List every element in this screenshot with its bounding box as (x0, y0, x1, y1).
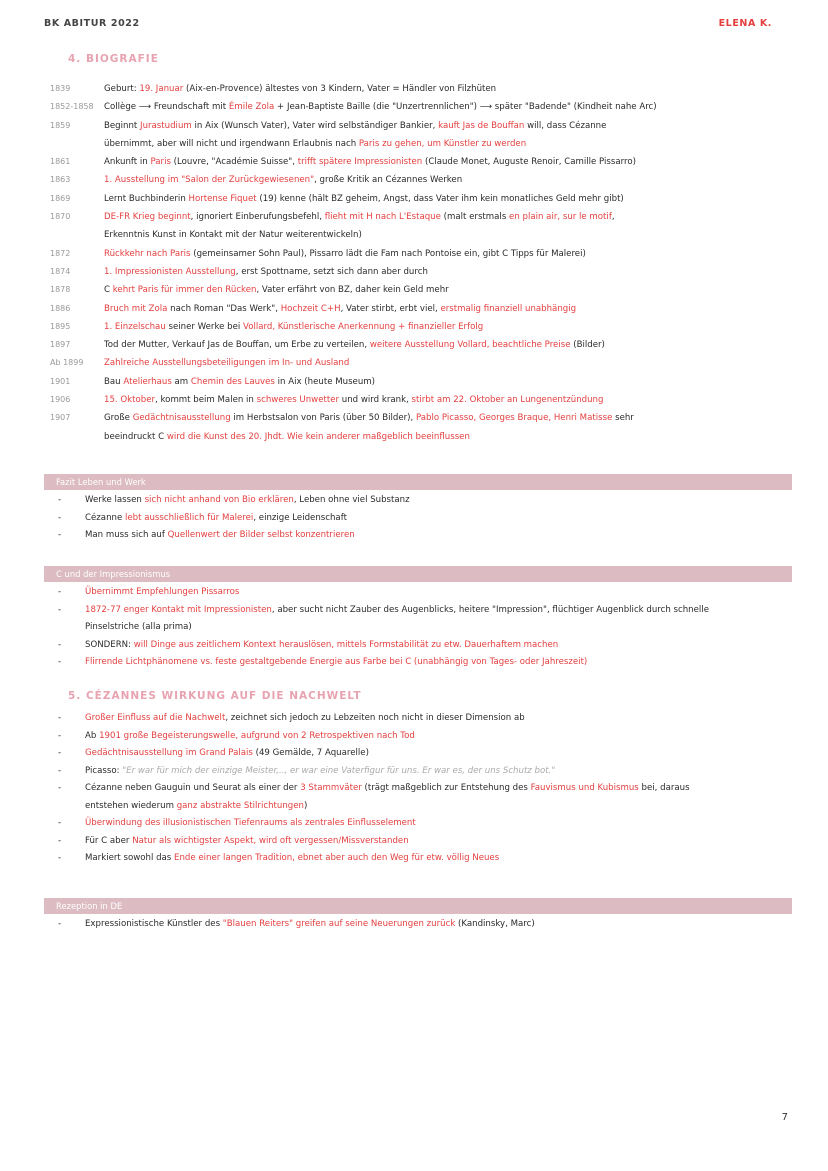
list-item-text (85, 619, 778, 637)
bullet-dash: - (58, 530, 62, 540)
timeline-row (50, 117, 770, 135)
text-segment: , aber sucht nicht Zauber des Augenblicks, heitere "Impression", flüchtiger Augenblick durch schnelle (271, 604, 709, 615)
timeline-row (50, 98, 770, 116)
text-segment: Geburt: (104, 84, 140, 94)
section-4-title: 4. BIOGRAFIE (68, 53, 159, 65)
timeline-year: 1906 (50, 395, 71, 405)
text-segment: Picasso: (85, 765, 123, 776)
highlight-text: kauft Jas de Bouffan (438, 120, 525, 131)
highlight-text: Zahlreiche Ausstellungsbeteiligungen im In- und Ausland (104, 358, 350, 369)
list-item (58, 833, 778, 851)
highlight-text: 1. Einzelschau (104, 321, 166, 332)
highlight-text: Bruch mit Zola (104, 303, 168, 314)
timeline-text (104, 300, 770, 318)
timeline-text (104, 208, 770, 226)
text-segment: , Vater stirbt, erbt viel, (340, 303, 441, 314)
highlight-text: weitere Ausstellung Vollard, beachtliche Preise (369, 340, 571, 351)
text-segment: , einzige Leidenschaft (253, 512, 347, 523)
list-item-text (85, 745, 778, 763)
list-item-text (85, 916, 778, 934)
text-segment: in Aix (heute Museum) (274, 376, 376, 387)
timeline-row (50, 391, 770, 409)
text-segment: Große (104, 413, 133, 424)
timeline-year: 1839 (50, 84, 71, 93)
text-segment: Cézanne (85, 512, 125, 523)
list-item-text (85, 527, 778, 545)
text-segment: (Bilder) (570, 340, 605, 351)
list-item (58, 637, 778, 655)
page-number: 7 (781, 1112, 788, 1123)
bullet-dash: - (58, 713, 62, 723)
highlight-text: Vollard, Künstlerische Anerkennung + finanzieller Erfolg (243, 321, 484, 332)
text-segment: (malt erstmals (440, 212, 510, 223)
bullet-dash: - (58, 657, 62, 667)
bullet-dash: - (58, 587, 62, 597)
list-item-text (85, 798, 778, 816)
timeline-row (50, 409, 770, 427)
text-segment: , erst Spottname, setzt sich dann aber durch (235, 266, 428, 277)
bullet-dash: - (58, 783, 62, 793)
list-item (58, 728, 778, 746)
timeline-year: 1901 (50, 376, 71, 386)
text-segment: seiner Werke bei (165, 321, 243, 332)
timeline-year: 1897 (50, 340, 71, 350)
list-item-text (85, 728, 778, 746)
bullet-dash (58, 619, 85, 637)
timeline-text (104, 428, 770, 446)
text-segment: nach Roman "Das Werk", (167, 303, 281, 314)
timeline-row (50, 80, 770, 98)
text-segment: (49 Gemälde, 7 Aquarelle) (252, 748, 369, 758)
timeline-row (50, 171, 770, 189)
text-segment: Ab (85, 730, 100, 741)
list-item (58, 780, 778, 798)
timeline-row (50, 318, 770, 336)
timeline-year: 1872 (50, 248, 71, 258)
list-item (58, 815, 778, 833)
text-segment: SONDERN: (85, 639, 134, 650)
highlight-text: erstmalig finanziell unabhängig (440, 303, 577, 314)
text-segment: , Vater erfährt von BZ, daher kein Geld mehr (256, 285, 449, 296)
highlight-text: Hochzeit C+H (280, 303, 341, 314)
text-segment: bei, daraus (638, 783, 690, 793)
timeline-text (104, 80, 770, 98)
highlight-text: Rückkehr nach Paris (104, 248, 191, 259)
timeline-text (104, 263, 770, 281)
highlight-text: 1872-77 enger Kontakt mit Impressionisten (85, 604, 272, 615)
text-segment: + Jean-Baptiste Baille (die "Unzertrennlichen") ⟶ später "Badende" (Kindheit nahe Arc) (274, 102, 657, 113)
highlight-text: "Blauen Reiters" greifen auf seine Neuerungen zurück (222, 919, 456, 929)
highlight-text: Paris zu gehen, um Künstler zu werden (358, 138, 527, 149)
highlight-text: sich nicht anhand von Bio erklären (144, 495, 294, 505)
text-segment: Bau (104, 376, 124, 387)
text-segment: , zeichnet sich jedoch zu Lebzeiten noch nicht in dieser Dimension ab (225, 713, 525, 723)
text-segment: entstehen wiederum (85, 800, 177, 811)
timeline-row (50, 373, 770, 391)
timeline-text (104, 226, 770, 244)
list-item (58, 745, 778, 763)
list-item (58, 510, 778, 528)
wirkung-list (58, 710, 778, 868)
timeline-row (50, 336, 770, 354)
highlight-text: Fauvismus und Kubismus (530, 783, 639, 793)
highlight-text: 1901 große Begeisterungswelle, aufgrund von 2 Retrospektiven nach Tod (99, 730, 415, 741)
band-fazit: Fazit Leben und Werk (44, 474, 792, 490)
highlight-text: Ende einer langen Tradition, ebnet aber auch den Weg für etw. völlig Neues (174, 853, 500, 863)
timeline-text (104, 373, 770, 391)
timeline-text (104, 98, 770, 116)
list-item (58, 850, 778, 868)
bullet-dash (58, 798, 85, 816)
highlight-text: 1. Ausstellung im "Salon der Zurückgewiesenen" (104, 175, 315, 186)
text-segment: Erkenntnis Kunst in Kontakt mit der Natur weiterentwickeln) (104, 230, 362, 241)
text-segment: Tod der Mutter, Verkauf Jas de Bouffan, um Erbe zu verteilen, (104, 340, 370, 351)
header-right: ELENA K. (718, 18, 772, 29)
list-item-text (85, 850, 778, 868)
highlight-text: Émile Zola (228, 102, 275, 113)
list-item (58, 527, 778, 545)
text-segment: Für C aber (85, 835, 133, 846)
timeline-year: 1861 (50, 157, 71, 167)
timeline-row (50, 135, 770, 153)
timeline-row (50, 208, 770, 226)
timeline-row (50, 428, 770, 446)
highlight-text: will Dinge aus zeitlichem Kontext herauslösen, mittels Formstabilität zu etw. Dauerhaftem machen (133, 639, 559, 650)
text-segment: , Leben ohne viel Substanz (293, 495, 410, 505)
bullet-dash: - (58, 818, 62, 828)
header-left: BK ABITUR 2022 (44, 18, 140, 29)
list-item (58, 492, 778, 510)
timeline-text (104, 391, 770, 409)
text-segment: Man muss sich auf (85, 530, 168, 540)
timeline-year: 1874 (50, 266, 71, 276)
highlight-text: 15. Oktober (104, 395, 156, 406)
highlight-text: trifft spätere Impressionisten (297, 157, 423, 168)
timeline-row (50, 226, 770, 244)
impressionism-list (58, 584, 778, 672)
timeline-text (104, 354, 770, 372)
bullet-dash: - (58, 835, 62, 846)
timeline-text (104, 281, 770, 299)
list-item-text (85, 780, 778, 798)
list-item (58, 619, 778, 637)
timeline-row (50, 281, 770, 299)
text-segment: Collège ⟶ Freundschaft mit (104, 102, 229, 113)
text-segment: (Louvre, "Académie Suisse", (170, 157, 298, 168)
highlight-text: Paris (150, 157, 171, 168)
highlight-text: en plain air, sur le motif (509, 212, 612, 223)
text-segment: (Claude Monet, Auguste Renoir, Camille Pissarro) (422, 157, 636, 168)
timeline-year (50, 428, 104, 446)
text-segment: Werke lassen (85, 495, 145, 505)
highlight-text: Übernimmt Empfehlungen Pissarros (85, 587, 240, 597)
text-segment: Markiert sowohl das (85, 853, 175, 863)
highlight-text: lebt ausschließlich für Malerei (124, 512, 254, 523)
list-item (58, 916, 778, 934)
list-item-text (85, 833, 778, 851)
text-segment: (gemeinsamer Sohn Paul), Pissarro lädt die Fam nach Pontoise ein, gibt C Tipps für Malerei) (190, 248, 586, 259)
biography-timeline (50, 80, 770, 446)
timeline-year (50, 226, 104, 244)
text-segment: Pinselstriche (alla prima) (85, 622, 192, 632)
timeline-year: 1859 (50, 120, 71, 130)
timeline-year: 1852-1858 (50, 102, 94, 112)
text-segment: übernimmt, aber will nicht und irgendwann Erlaubnis nach (104, 138, 359, 149)
highlight-text: Jurastudium (140, 120, 192, 131)
list-item-text (85, 710, 778, 728)
list-item-text (85, 654, 778, 672)
highlight-text: flieht mit H nach L'Estaque (324, 212, 441, 223)
text-segment: Ankunft in (104, 157, 151, 168)
text-segment: am (171, 376, 191, 387)
text-segment: Lernt Buchbinderin (104, 193, 189, 204)
highlight-text: stirbt am 22. Oktober an Lungenentzündung (411, 395, 604, 406)
bullet-dash: - (58, 512, 62, 523)
list-item-text (85, 602, 778, 620)
highlight-text: Hortense Fiquet (188, 193, 257, 204)
timeline-year: 1863 (50, 175, 71, 185)
text-segment: , große Kritik an Cézannes Werken (314, 175, 463, 186)
list-item-text (85, 637, 778, 655)
section-5-title: 5. CÉZANNES WIRKUNG AUF DIE NACHWELT (68, 690, 362, 702)
text-segment: sehr (612, 413, 634, 424)
text-segment: (19) kenne (hält BZ geheim, Angst, dass Vater ihm kein monatliches Geld mehr gibt) (256, 193, 624, 204)
text-segment: Cézanne neben Gauguin und Seurat als einer der (85, 783, 301, 793)
text-segment: will, dass Cézanne (524, 120, 607, 131)
timeline-year (50, 135, 104, 153)
text-segment: Expressionistische Künstler des (85, 919, 223, 929)
highlight-text: kehrt Paris für immer den Rücken (112, 285, 257, 296)
bullet-dash: - (58, 853, 62, 863)
timeline-row (50, 245, 770, 263)
list-item (58, 763, 778, 781)
bullet-dash: - (58, 919, 62, 929)
list-item (58, 710, 778, 728)
timeline-year: Ab 1899 (50, 358, 84, 368)
highlight-text: Pablo Picasso, Georges Braque, Henri Matisse (416, 413, 613, 424)
highlight-text: Gedächtnisausstellung (132, 413, 231, 424)
highlight-text: schweres Unwetter (256, 395, 340, 406)
highlight-text: Großer Einfluss auf die Nachwelt (85, 713, 226, 723)
timeline-text (104, 117, 770, 135)
timeline-row (50, 153, 770, 171)
highlight-text: ganz abstrakte Stilrichtungen (176, 800, 304, 811)
highlight-text: 3 Stammväter (300, 783, 362, 793)
highlight-text: Überwindung des illusionistischen Tiefenraums als zentrales Einflusselement (85, 818, 416, 828)
text-segment: , (611, 212, 615, 223)
list-item-text (85, 492, 778, 510)
bullet-dash: - (58, 748, 62, 758)
list-item-text (85, 815, 778, 833)
timeline-row (50, 263, 770, 281)
band-rezeption: Rezeption in DE (44, 898, 792, 914)
bullet-dash: - (58, 730, 62, 741)
bullet-dash: - (58, 604, 62, 615)
timeline-text (104, 171, 770, 189)
list-item-text (85, 584, 778, 602)
timeline-year: 1878 (50, 285, 71, 295)
bullet-dash: - (58, 639, 62, 650)
text-segment: Beginnt (104, 120, 141, 131)
highlight-text: Gedächtnisausstellung im Grand Palais (85, 748, 253, 758)
timeline-text (104, 190, 770, 208)
highlight-text: Flirrende Lichtphänomene vs. feste gestaltgebende Energie aus Farbe bei C (unabhängig von Tages- oder Jahreszeit) (85, 657, 588, 667)
text-segment: , kommt beim Malen in (155, 395, 257, 406)
timeline-text (104, 409, 770, 427)
timeline-text (104, 153, 770, 171)
fazit-list (58, 492, 778, 545)
highlight-text: Atelierhaus (123, 376, 172, 387)
timeline-year: 1886 (50, 303, 71, 313)
bullet-dash: - (58, 765, 62, 776)
timeline-year: 1895 (50, 321, 71, 331)
highlight-text: Chemin des Lauves (190, 376, 275, 387)
list-item (58, 602, 778, 620)
bullet-dash: - (58, 495, 62, 505)
text-segment: (trägt maßgeblich zur Entstehung des (361, 783, 531, 793)
timeline-text (104, 336, 770, 354)
text-segment: (Kandinsky, Marc) (455, 919, 535, 929)
timeline-text (104, 318, 770, 336)
quote-text: "Er war für mich der einzige Meister,.., er war eine Vaterfigur für uns. Er war es, der uns Schutz bot." (122, 765, 556, 776)
highlight-text: Quellenwert der Bilder selbst konzentrieren (167, 530, 355, 540)
list-item (58, 584, 778, 602)
rezeption-list (58, 916, 778, 934)
list-item-text (85, 510, 778, 528)
band-impressionismus: C und der Impressionismus (44, 566, 792, 582)
text-segment: C (104, 285, 113, 296)
timeline-text (104, 245, 770, 263)
timeline-year: 1870 (50, 212, 71, 222)
list-item (58, 798, 778, 816)
timeline-row (50, 354, 770, 372)
text-segment: und wird krank, (339, 395, 412, 406)
timeline-year: 1869 (50, 193, 71, 203)
text-segment: beeindruckt C (104, 431, 167, 442)
highlight-text: 19. Januar (139, 84, 184, 94)
timeline-row (50, 190, 770, 208)
text-segment: im Herbstsalon von Paris (über 50 Bilder), (230, 413, 416, 424)
highlight-text: DE-FR Krieg beginnt (104, 212, 191, 223)
text-segment: in Aix (Wunsch Vater), Vater wird selbständiger Bankier, (191, 120, 439, 131)
timeline-row (50, 300, 770, 318)
list-item (58, 654, 778, 672)
list-item-text (85, 763, 778, 781)
text-segment: , ignoriert Einberufungsbefehl, (190, 212, 325, 223)
highlight-text: wird die Kunst des 20. Jhdt. Wie kein anderer maßgeblich beeinflussen (166, 431, 470, 442)
timeline-text (104, 135, 770, 153)
text-segment: ) (303, 800, 308, 811)
timeline-year: 1907 (50, 413, 71, 423)
text-segment: (Aix-en-Provence) ältestes von 3 Kindern, Vater = Händler von Filzhüten (183, 84, 497, 94)
highlight-text: 1. Impressionisten Ausstellung (104, 266, 236, 277)
highlight-text: Natur als wichtigster Aspekt, wird oft vergessen/Missverstanden (132, 835, 409, 846)
